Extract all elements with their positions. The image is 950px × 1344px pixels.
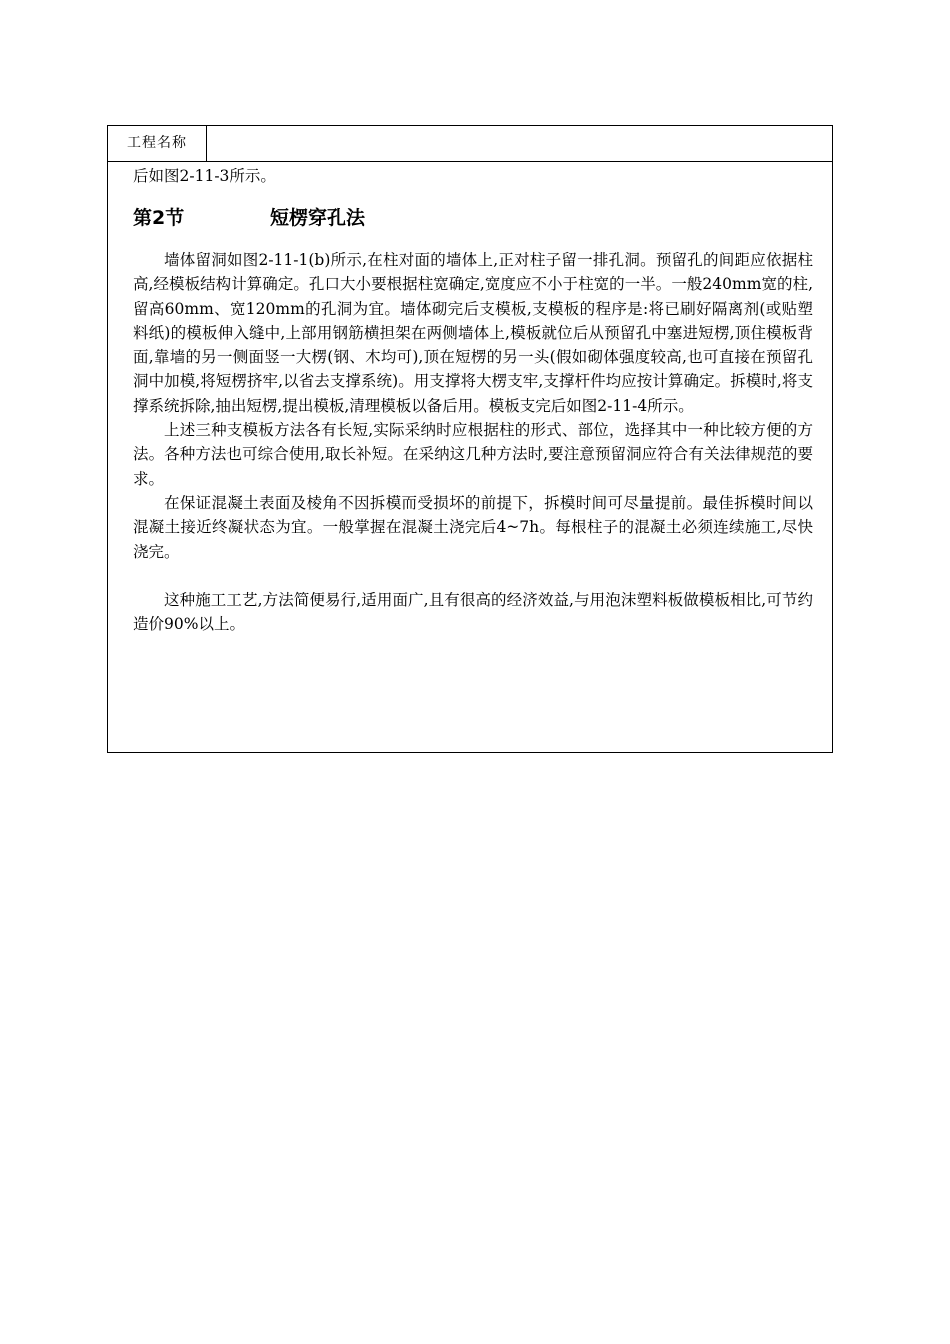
continued-text: 后如图2-11-3所示。 (133, 167, 276, 185)
header-row (108, 126, 832, 162)
section-title: 短楞穿孔法 (270, 207, 366, 229)
project-name-label: 工程名称 (108, 126, 207, 161)
content-cell (133, 162, 813, 637)
paragraph-formwork-removal: 在保证混凝土表面及棱角不因拆模而受损坏的前提下，拆模时间可尽量提前。最佳拆模时间以混凝土接近终凝状态为宜。一般掌握在混凝土浇完后4~7h。每根柱子的混凝土必须连续施工,尽快浇完。 (133, 493, 813, 561)
paragraph-method-comparison: 上述三种支模板方法各有长短,实际采纳时应根据柱的形式、部位，选择其中一种比较方便的方法。各种方法也可综合使用,取长补短。在采纳这几种方法时,要注意预留洞应符合有关法律规范的要求。 (133, 421, 813, 488)
paragraph-conclusion: 这种施工工艺,方法简便易行,适用面广,且有很高的经济效益,与用泡沫塑料板做模板相比,可节约造价90%以上。 (133, 591, 813, 634)
document-table (107, 125, 833, 753)
project-name-value (207, 126, 832, 161)
section-heading (133, 205, 813, 231)
paragraph-wall-holes: 墙体留洞如图2-11-1(b)所示,在柱对面的墙体上,正对柱子留一排孔洞。预留孔的间距应依据柱高,经模板结构计算确定。孔口大小要根据柱宽确定,宽度应不小于柱宽的一半。一般240mm宽的柱,留高60mm、宽120mm的孔洞为宜。墙体砌完后支模板,支模板的程序是:将已刷好隔离剂(或贴塑料纸)的模板伸入缝中,上部用钢筋横担架在两侧墙体上,模板就位后从预留孔中塞进短楞,顶住模板背面,靠墙的另一侧面竖一大楞(钢、木均可),顶在短楞的另一头(假如砌体强度较高,也可直接在预留孔洞中加模,将短楞挤牢,以省去支撑系统)。用支撑将大楞支牢,支撑杆件均应按计算确定。拆模时,将支撑系统拆除,抽出短楞,提出模板,清理模板以备后用。模板支完后如图2-11-4所示。 (133, 251, 813, 415)
section-number: 第2节 (133, 207, 185, 229)
